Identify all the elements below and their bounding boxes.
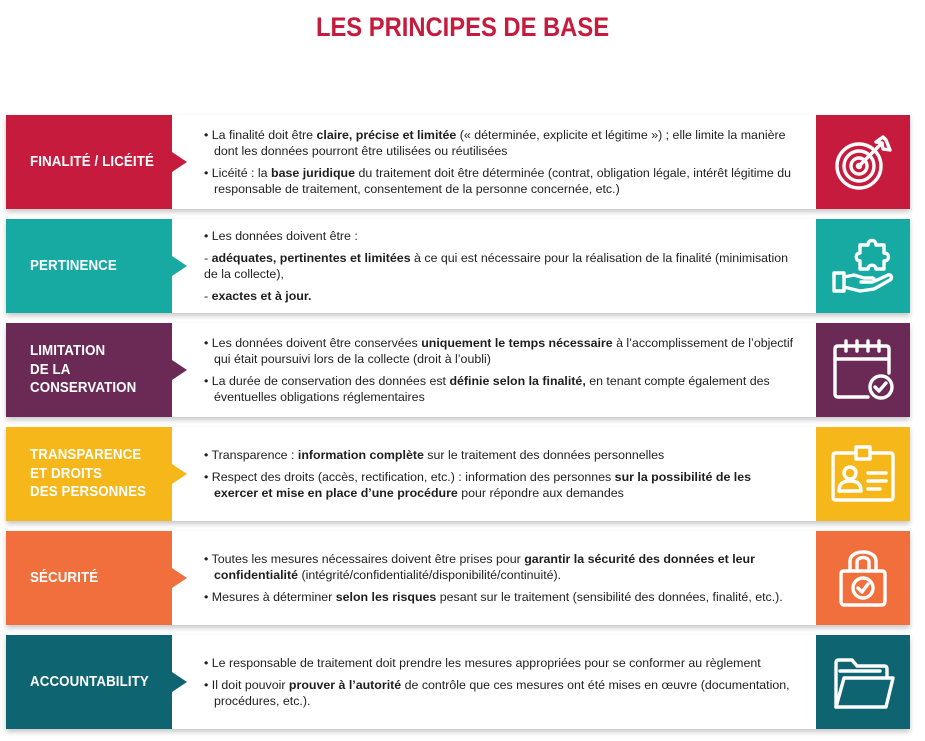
- principle-row-pertinence: [6, 219, 910, 313]
- body-text: • Le responsable de traitement doit prendre les mesures appropriées pour se conformer au règlement: [204, 656, 761, 670]
- emphasis-text: base juridique: [271, 166, 356, 180]
- description-paragraph: [204, 589, 798, 605]
- emphasis-text: information complète: [297, 448, 424, 462]
- emphasis-text: prouver à l’autorité: [288, 678, 402, 692]
- principle-description: [172, 115, 816, 209]
- body-text: sur le traitement des données personnelles: [423, 448, 665, 462]
- emphasis-text: sur la possibilité de les exercer et mise en place d’une procédure: [214, 470, 752, 500]
- body-text: -: [204, 289, 212, 303]
- body-text: • Mesures à déterminer: [204, 590, 336, 604]
- body-text: -: [204, 251, 212, 265]
- principle-label: FINALITÉ / LICÉITÉ: [6, 115, 172, 209]
- description-paragraph: [204, 288, 798, 304]
- principle-label: PERTINENCE: [6, 219, 172, 313]
- folder-icon: [816, 635, 910, 729]
- emphasis-text: adéquates, pertinentes et limitées: [211, 251, 411, 265]
- body-text: pesant sur le traitement (sensibilité des données, finalité, etc.).: [436, 590, 783, 604]
- description-paragraph: [204, 655, 798, 671]
- body-text: • La finalité doit être: [204, 128, 317, 142]
- body-text: (« déterminée, explicite et légitime ») ; elle limite la manière dont les données pourront être utilisées ou réutilisées: [214, 128, 786, 158]
- emphasis-text: selon les risques: [335, 590, 437, 604]
- description-paragraph: [204, 165, 798, 197]
- target-icon: [816, 115, 910, 209]
- body-text: • Licéité : la: [204, 166, 272, 180]
- body-text: • La durée de conservation des données est: [204, 374, 450, 388]
- page-title: LES PRINCIPES DE BASE: [315, 12, 610, 42]
- principle-row-transparence: [6, 427, 910, 521]
- body-text: de contrôle que ces mesures ont été mises en œuvre (documentation, procédures, etc.).: [214, 678, 790, 708]
- body-text: pour répondre aux demandes: [457, 486, 624, 500]
- body-text: du traitement doit être déterminée (contrat, obligation légale, intérêt légitime du responsable de traitement, consentement de la personne concernée, etc.): [214, 166, 791, 196]
- body-text: à l’accomplissement de l’objectif qui était poursuivi lors de la collecte (droit à l’oubli): [214, 336, 794, 366]
- body-text: • Il doit pouvoir: [204, 678, 289, 692]
- description-paragraph: [204, 551, 798, 583]
- body-text: • Toutes les mesures nécessaires doivent être prises pour: [204, 552, 525, 566]
- emphasis-text: garantir la sécurité des données et leur confidentialité: [214, 552, 755, 582]
- description-paragraph: [204, 127, 798, 159]
- body-text: • Respect des droits (accès, rectification, etc.) : information des personnes: [204, 470, 615, 484]
- principle-label: TRANSPARENCE ET DROITS DES PERSONNES: [6, 427, 172, 521]
- principle-description: [172, 219, 816, 313]
- principle-row-securite: [6, 531, 910, 625]
- description-paragraph: [204, 373, 798, 405]
- padlock-check-icon: [816, 531, 910, 625]
- body-text: • Les données doivent être conservées: [204, 336, 422, 350]
- principle-description: [172, 427, 816, 521]
- principle-label: LIMITATION DE LA CONSERVATION: [6, 323, 172, 417]
- emphasis-text: uniquement le temps nécessaire: [421, 336, 613, 350]
- description-paragraph: [204, 447, 798, 463]
- body-text: à ce qui est nécessaire pour la réalisation de la finalité (minimisation de la collecte),: [204, 251, 789, 281]
- body-text: (intégrité/confidentialité/disponibilité/continuité).: [298, 568, 562, 582]
- principle-row-conservation: [6, 323, 910, 417]
- description-paragraph: [204, 250, 798, 282]
- principle-row-finalite: [6, 115, 910, 209]
- description-paragraph: [204, 228, 798, 244]
- puzzle-hand-icon: [816, 219, 910, 313]
- id-card-icon: [816, 427, 910, 521]
- description-paragraph: [204, 677, 798, 709]
- principle-label: SÉCURITÉ: [6, 531, 172, 625]
- emphasis-text: claire, précise et limitée: [316, 128, 457, 142]
- principle-row-accountability: [6, 635, 910, 729]
- calendar-check-icon: [816, 323, 910, 417]
- body-text: en tenant compte également des éventuelles obligations réglementaires: [214, 374, 770, 404]
- emphasis-text: définie selon la finalité,: [449, 374, 586, 388]
- description-paragraph: [204, 469, 798, 501]
- principle-label: ACCOUNTABILITY: [6, 635, 172, 729]
- principle-description: [172, 531, 816, 625]
- principle-description: [172, 635, 816, 729]
- emphasis-text: exactes et à jour.: [211, 289, 312, 303]
- principle-description: [172, 323, 816, 417]
- body-text: • Transparence :: [204, 448, 298, 462]
- description-paragraph: [204, 335, 798, 367]
- body-text: • Les données doivent être :: [204, 229, 358, 243]
